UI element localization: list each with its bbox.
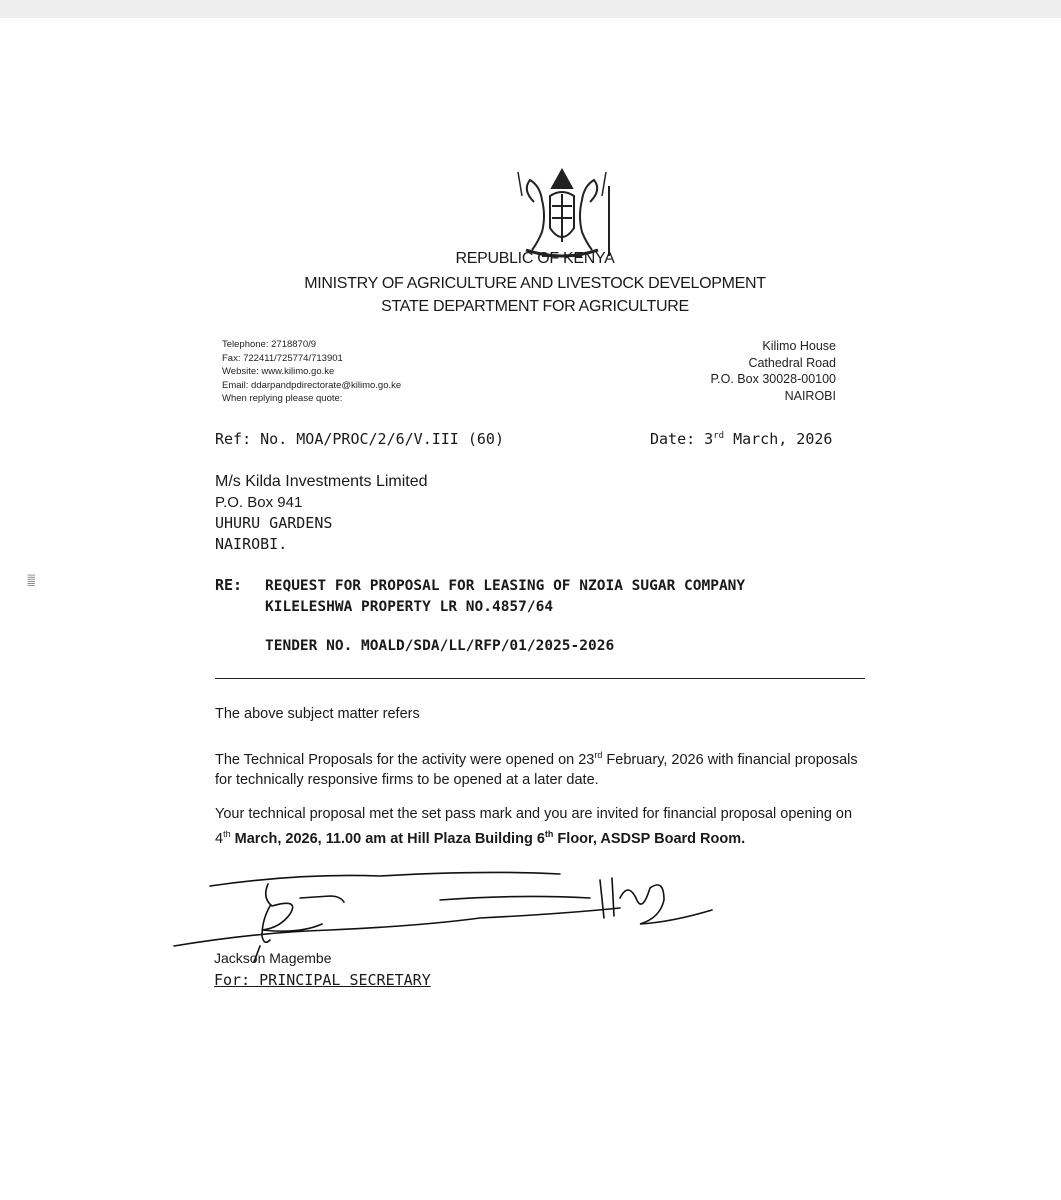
address-building: Kilimo House	[762, 339, 836, 353]
recipient-pobox: P.O. Box 941	[215, 493, 303, 511]
address-road: Cathedral Road	[748, 355, 836, 370]
address-pobox: P.O. Box 30028-00100	[710, 372, 836, 386]
paragraph-subject-refers: The above subject matter refers	[215, 706, 420, 722]
letter-date: Date: 3rd March, 2026	[650, 430, 833, 448]
contact-details-right	[640, 338, 836, 404]
reply-note: When replying please quote:	[222, 393, 343, 404]
re-label: RE:	[215, 576, 243, 594]
tender-number: TENDER NO. MOALD/SDA/LL/RFP/01/2025-2026	[265, 638, 615, 654]
signatory-title: For: PRINCIPAL SECRETARY	[214, 971, 431, 989]
telephone-line: Telephone: 2718870/9	[222, 339, 317, 350]
email-line: Email: ddarpandpdirectorate@kilimo.go.ke	[222, 379, 402, 391]
subject-line-2: KILELESHWA PROPERTY LR NO.4857/64	[265, 599, 554, 615]
subject-heading	[265, 576, 865, 618]
department-heading: STATE DEPARTMENT FOR AGRICULTURE	[381, 298, 689, 315]
address-city: NAIROBI	[784, 388, 836, 403]
top-strip	[0, 0, 1061, 18]
recipient-city: NAIROBI.	[215, 534, 288, 553]
subject-line-1: REQUEST FOR PROPOSAL FOR LEASING OF NZOIA SUGAR COMPANY	[265, 578, 746, 594]
republic-heading: REPUBLIC OF KENYA	[455, 250, 615, 267]
paragraph-technical-opening: The Technical Proposals for the activity were opened on 23rd February, 2026 with financial proposals for technically responsive firms to be opened at a later date.	[215, 750, 858, 788]
paragraph-invitation: Your technical proposal met the set pass mark and you are invited for financial proposal opening on 4th March, 2026, 11.00 am at Hill Plaza Building 6th Floor, ASDSP Board Room.	[215, 806, 853, 847]
letter-page	[0, 18, 1061, 1200]
signatory-name: Jackson Magembe	[214, 950, 332, 966]
recipient-address	[215, 472, 428, 554]
recipient-name: M/s Kilda Investments Limited	[215, 473, 428, 490]
margin-stamp-mark: ||||||	[27, 574, 36, 587]
ministry-heading: MINISTRY OF AGRICULTURE AND LIVESTOCK DEVELOPMENT	[304, 275, 766, 292]
recipient-area: UHURU GARDENS	[215, 514, 333, 532]
reference-number: Ref: No. MOA/PROC/2/6/V.III (60)	[215, 430, 504, 448]
contact-details-left	[222, 338, 401, 406]
subject-divider	[215, 678, 865, 679]
fax-line: Fax: 722411/725774/713901	[222, 352, 343, 364]
website-line: Website: www.kilimo.go.ke	[222, 366, 335, 377]
